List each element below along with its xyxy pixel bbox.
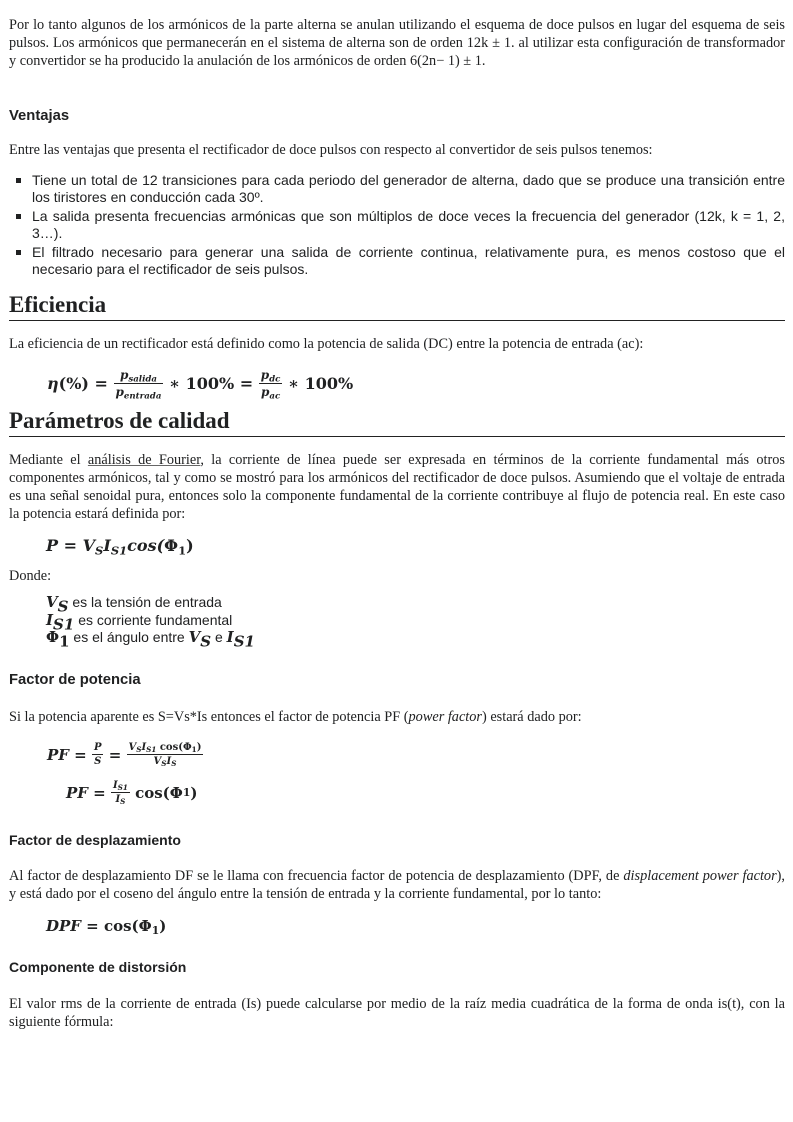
list-item: El filtrado necesario para generar una salida de corriente continua, relativamente pura, es menos costoso que el necesario para el rectificador de seis pulsos. [32,244,785,277]
paragraph-text: Si la potencia aparente es S=Vs*Is entonces el factor de potencia PF ( [9,708,409,725]
formula-text: p [119,367,129,382]
formula-text: 1 [59,632,70,651]
formula-text: cos( [127,536,165,555]
formula-text: 1 [191,745,197,755]
formula-text: ) [190,783,198,802]
definition-text: es la tensión de entrada [68,594,222,610]
factor-desplazamiento-heading: Factor de desplazamiento [9,831,181,848]
componente-distorsion-paragraph: El valor rms de la corriente de entrada (Is) puede calcularse por medio de la raíz media cuadrática de la forma de onda is(t), con la siguiente fórmula: [9,995,785,1030]
formula-text: I [141,742,147,753]
paragraph-text: , la corriente de línea puede ser expresada en términos de la corriente fundamental más otros componentes armónicos, tal y como se mostró para los armónicos del rectificador de doce pulsos. Asumiendo que el voltaje de entrada es una señal senoidal pura, entonces solo la componente fundamental de la corriente contribuye al flujo de potencia real. En este caso la potencia estará definida por: [9,452,785,522]
formula-text: S1 [53,615,75,633]
intro-paragraph: Por lo tanto algunos de los armónicos de la parte alterna se anulan utilizando el esquema de doce pulsos en lugar del esquema de seis pulsos. Los armónicos que permanecerán en el sistema de alterna son de orden 12k ± 1. al utilizar esta configuración de transformador y convertidor se ha producido la anulación de los armónicos de orden 6(2n− 1) ± 1. [9,17,785,69]
componente-distorsion-heading: Componente de distorsión [9,958,187,975]
paragraph-text: ), y está dado por el coseno del ángulo entre la tensión de entrada y la corriente fundamental, por lo tanto: [9,867,785,902]
potencia-formula [46,536,785,556]
list-item: La salida presenta frecuencias armónicas que son múltiplos de doce veces la frecuencia del generador (12k, k = 1, 2, 3…). [32,208,785,241]
formula-text: p [260,367,270,382]
eficiencia-heading: Eficiencia [9,291,785,321]
donde-label: Donde: [9,568,52,584]
fraction-salida-entrada [114,367,164,402]
formula-text: S [95,543,104,558]
formula-text: S1 [233,632,255,651]
formula-text: PF = [66,783,111,802]
formula-text: dc [269,374,281,385]
formula-text: P [93,742,102,753]
formula-text: DPF = [46,916,104,935]
formula-text: I [46,610,54,629]
document-page [9,16,785,1031]
formula-text: S [57,597,69,616]
fourier-link[interactable]: análisis de Fourier [87,452,201,468]
factor-desplazamiento-paragraph [9,867,785,903]
definition-item [46,593,785,616]
fraction-is1-is [111,780,130,805]
formula-text: ) [186,536,194,555]
list-item: Tiene un total de 12 transiciones para cada periodo del generador de alterna, dado que se produce una transición entre los tiristores en conducción cada 30º. [32,172,785,205]
formula-text: ∗ 100% [282,373,354,393]
formula-text: Φ [164,536,179,555]
definition-text: es corriente fundamental [74,611,233,628]
formula-text: I [112,780,118,791]
ventajas-intro: Entre las ventajas que presenta el rectificador de doce pulsos con respecto al convertidor de seis pulsos tenemos: [9,142,653,158]
eficiencia-formula [47,361,785,405]
formula-text: S [94,756,102,767]
formula-text: V [153,756,162,767]
formula-text: Φ [46,628,60,646]
formula-text: P = [46,536,83,555]
definitions-list [46,593,785,651]
formula-text: p [115,384,124,399]
formula-text: cos(Φ [129,783,183,802]
formula-text: S [136,745,142,755]
formula-text: ) [196,742,202,753]
formula-text: ) [159,916,167,935]
eta-symbol: η [47,373,59,393]
calidad-heading: Parámetros de calidad [9,407,785,437]
paragraph-text: power factor [408,708,482,725]
formula-text: 1 [178,543,187,558]
ventajas-list [9,172,785,277]
formula-text: S [200,632,212,651]
formula-text: S1 [110,543,128,558]
formula-text: S [120,797,126,807]
factor-potencia-paragraph [9,708,785,726]
ventajas-heading: Ventajas [9,108,70,124]
dpf-formula [46,916,785,936]
pf-formula-2: PF = $\frac{I_{S1}}{I_S}$ cos(Φ 1 ) [66,780,198,807]
paragraph-text: displacement power factor [623,867,777,884]
paragraph-text: Mediante el [9,452,88,468]
formula-text: S1 [117,783,128,793]
definition-text: es el ángulo entre [69,629,189,645]
formula-text: S1 [146,745,157,755]
paragraph-text: ) estará dado por: [481,708,582,725]
definition-item [46,628,785,651]
formula-text: p [260,384,270,399]
calidad-paragraph [9,451,785,523]
formula-text: salida [128,374,157,385]
formula-text: 1 [151,923,160,937]
factor-potencia-heading: Factor de potencia [9,671,141,688]
formula-text: I [226,628,234,646]
formula-text: V [188,628,201,646]
definition-item [46,610,785,633]
fraction-vi-cos [127,742,204,767]
formula-text: entrada [123,391,162,402]
formula-text: ∗ 100% = [163,373,259,393]
formula-text: ac [269,391,281,402]
formula-text: S [171,759,177,769]
fraction-dc-ac [259,367,283,402]
formula-text: I [103,536,111,555]
definition-text: e [211,629,227,645]
formula-text: I [115,794,121,805]
fraction-p-s [92,742,104,767]
formula-text: cos(Φ [103,916,152,935]
paragraph-text: Al factor de desplazamiento DF se le llama con frecuencia factor de potencia de desplazamiento (DPF, de [9,867,624,884]
formula-text: (%) = [58,373,114,393]
formula-text: = [103,745,127,764]
formula-text: S [161,759,167,769]
formula-text: V [128,742,137,753]
formula-text: V [46,593,58,611]
eficiencia-paragraph: La eficiencia de un rectificador está definido como la potencia de salida (DC) entre la potencia de entrada (ac): [9,336,644,352]
formula-text: I [166,756,172,767]
formula-text: cos(Φ [156,742,192,753]
pf-formula-1 [47,738,785,772]
formula-text: PF = [47,745,92,764]
formula-text: V [82,536,95,555]
